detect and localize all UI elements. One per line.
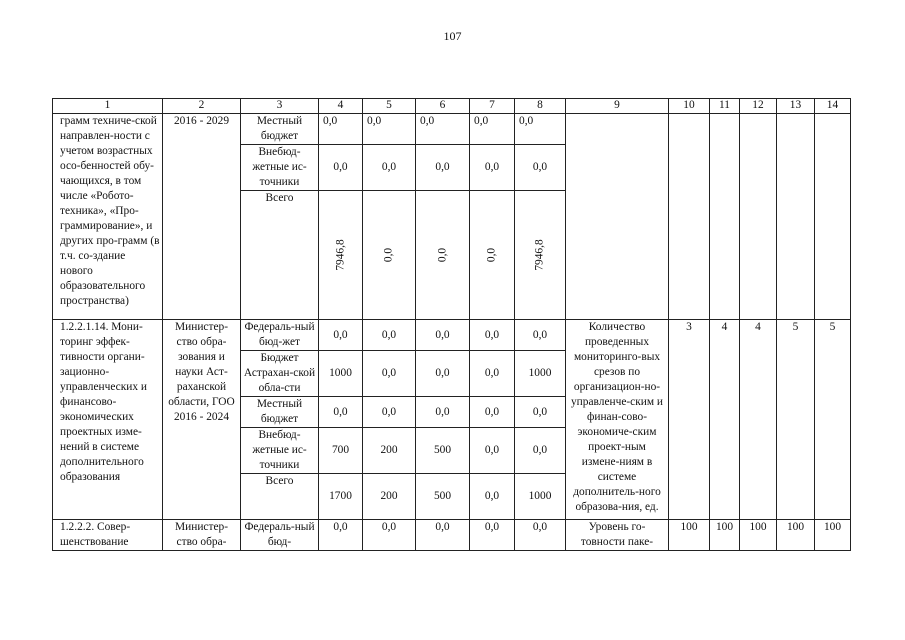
rotated-value: 0,0 [382, 247, 395, 263]
value-cell: 0,0 [416, 520, 470, 551]
value-cell: 0,0 [470, 428, 515, 474]
measure-name: 1.2.2.2. Совер-шенствование [53, 520, 163, 551]
value-cell: 1000 [319, 351, 363, 397]
value-cell [470, 191, 515, 320]
indicator-cell: Количество проведенных мониторинго-вых срезов по организацион-но-управленче-ским и финан-сово-экономиче-ским проект-ным измене-ниям в системе дополнитель-ного образова-ния, ед. [566, 320, 669, 520]
value-cell [515, 191, 566, 320]
value-cell: 0,0 [515, 520, 566, 551]
funding-source: Местный бюджет [241, 397, 319, 428]
rotated-value: 0,0 [485, 247, 498, 263]
value-cell: 0,0 [515, 114, 566, 145]
value-cell: 0,0 [470, 320, 515, 351]
page-number: 107 [443, 29, 462, 43]
value-cell: 0,0 [319, 397, 363, 428]
target-cell: 100 [777, 520, 815, 551]
value-cell: 0,0 [319, 520, 363, 551]
target-cell [777, 114, 815, 320]
col-header: 10 [669, 99, 710, 114]
target-cell: 5 [777, 320, 815, 520]
col-header: 14 [815, 99, 851, 114]
value-cell: 0,0 [416, 320, 470, 351]
value-cell: 0,0 [470, 520, 515, 551]
value-cell: 0,0 [363, 114, 416, 145]
indicator-cell [566, 114, 669, 320]
value-cell: 200 [363, 428, 416, 474]
value-cell: 0,0 [319, 320, 363, 351]
value-cell: 0,0 [319, 145, 363, 191]
col-header: 3 [241, 99, 319, 114]
target-cell: 100 [669, 520, 710, 551]
col-header: 12 [740, 99, 777, 114]
target-cell: 4 [710, 320, 740, 520]
target-cell: 5 [815, 320, 851, 520]
rotated-value: 0,0 [436, 247, 448, 263]
value-cell: 0,0 [319, 114, 363, 145]
col-header: 2 [163, 99, 241, 114]
value-cell: 500 [416, 474, 470, 520]
value-cell: 0,0 [416, 397, 470, 428]
value-cell: 0,0 [363, 520, 416, 551]
col-header: 1 [53, 99, 163, 114]
target-cell [710, 114, 740, 320]
value-cell: 0,0 [515, 320, 566, 351]
value-cell: 0,0 [416, 114, 470, 145]
value-cell [363, 191, 416, 320]
target-cell [669, 114, 710, 320]
value-cell: 500 [416, 428, 470, 474]
measure-name: грамм техниче-ской направлен-ности с учетом возрастных осо-бенностей обу-чающихся, в том числе «Робото-техника», «Про-граммирование», и других про-грамм (в т.ч. со-здание нового образовательного пространства) [53, 114, 163, 320]
target-cell: 100 [710, 520, 740, 551]
value-cell: 0,0 [416, 145, 470, 191]
measure-name: 1.2.2.1.14. Мони-торинг эффек-тивности органи-зационно-управленческих и финансово-экономических проектных изме-нений в системе дополнительного образования [53, 320, 163, 520]
funding-source: Внебюд-жетные ис-точники [241, 145, 319, 191]
header-row [53, 99, 851, 114]
target-cell: 100 [740, 520, 777, 551]
indicator-cell: Уровень го-товности паке- [566, 520, 669, 551]
col-header: 11 [710, 99, 740, 114]
col-header: 7 [470, 99, 515, 114]
value-cell: 700 [319, 428, 363, 474]
col-header: 9 [566, 99, 669, 114]
value-cell: 0,0 [470, 474, 515, 520]
funding-source: Федераль-ный бюд- [241, 520, 319, 551]
col-header: 4 [319, 99, 363, 114]
funding-source: Федераль-ный бюд-жет [241, 320, 319, 351]
col-header: 6 [416, 99, 470, 114]
funding-source: Внебюд-жетные ис-точники [241, 428, 319, 474]
table-row [53, 114, 851, 145]
value-cell: 0,0 [470, 397, 515, 428]
target-cell [815, 114, 851, 320]
period: 2016 - 2029 [163, 114, 241, 320]
col-header: 13 [777, 99, 815, 114]
value-cell: 0,0 [515, 428, 566, 474]
funding-source: Местный бюджет [241, 114, 319, 145]
value-cell [416, 191, 470, 320]
value-cell: 0,0 [416, 351, 470, 397]
executor: Министер-ство обра- [163, 520, 241, 551]
target-cell [740, 114, 777, 320]
value-cell [319, 191, 363, 320]
col-header: 8 [515, 99, 566, 114]
value-cell: 0,0 [515, 397, 566, 428]
funding-source: Всего [241, 191, 319, 320]
target-cell: 4 [740, 320, 777, 520]
target-cell: 3 [669, 320, 710, 520]
value-cell: 0,0 [470, 145, 515, 191]
value-cell: 0,0 [363, 145, 416, 191]
program-table [52, 98, 851, 551]
value-cell: 1000 [515, 351, 566, 397]
value-cell: 0,0 [470, 114, 515, 145]
value-cell: 0,0 [470, 351, 515, 397]
value-cell: 200 [363, 474, 416, 520]
rotated-value: 7946,8 [533, 239, 546, 271]
rotated-value: 7946,8 [334, 239, 346, 271]
value-cell: 1000 [515, 474, 566, 520]
value-cell: 1700 [319, 474, 363, 520]
value-cell: 0,0 [363, 320, 416, 351]
value-cell: 0,0 [363, 351, 416, 397]
col-header: 5 [363, 99, 416, 114]
target-cell: 100 [815, 520, 851, 551]
value-cell: 0,0 [363, 397, 416, 428]
funding-source: Бюджет Астрахан-ской обла-сти [241, 351, 319, 397]
table-row [53, 520, 851, 551]
executor: Министер-ство обра-зования и науки Аст-раханской области, ГОО 2016 - 2024 [163, 320, 241, 520]
value-cell: 0,0 [515, 145, 566, 191]
funding-source: Всего [241, 474, 319, 520]
table-row [53, 320, 851, 351]
